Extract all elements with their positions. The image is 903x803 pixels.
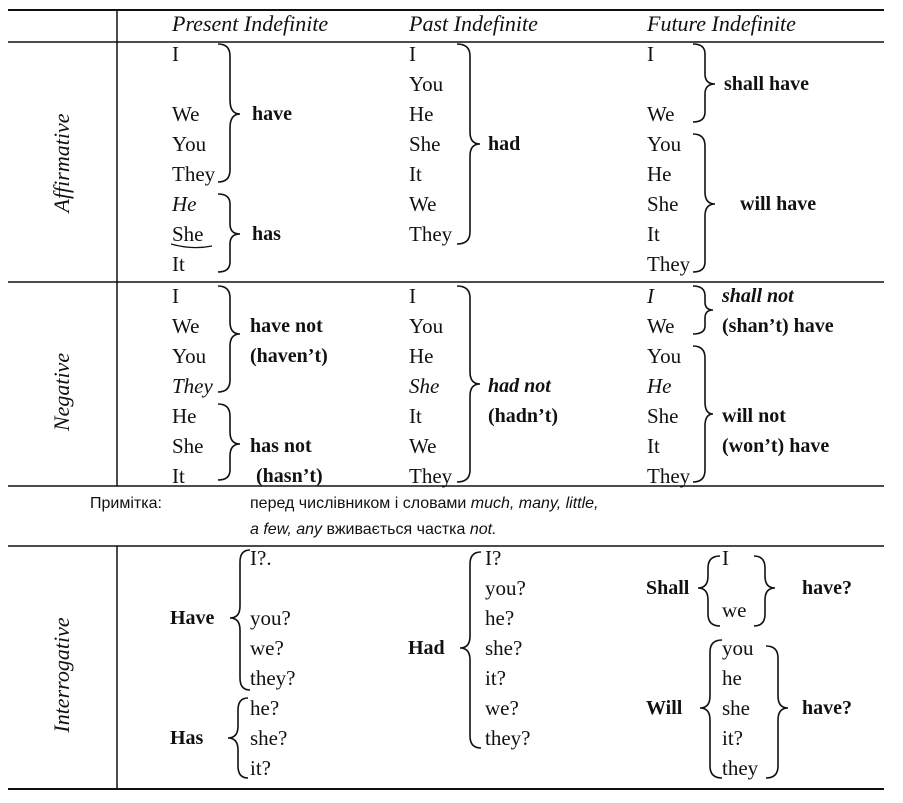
aff-future-he: He: [647, 162, 672, 186]
int-future-shall: Shall: [646, 577, 690, 599]
aff-past-you: You: [409, 72, 444, 96]
aff-future-it: It: [647, 222, 660, 246]
int-future-i: I: [722, 546, 729, 570]
neg-past-we: We: [409, 434, 437, 458]
aff-present-it: It: [172, 252, 185, 276]
aff-present-he: He: [172, 192, 197, 216]
header-past-indefinite: Past Indefinite: [409, 11, 538, 36]
neg-present-we: We: [172, 314, 200, 338]
int-future-he: he: [722, 666, 742, 690]
neg-future-you: You: [647, 344, 682, 368]
int-past-i: I?: [485, 546, 502, 570]
int-future-will-have: have?: [802, 697, 852, 719]
int-present-it: it?: [250, 756, 271, 780]
int-present-have: Have: [170, 607, 215, 629]
neg-past-they: They: [409, 464, 453, 488]
note-line-1: [250, 496, 599, 512]
aff-future-we: We: [647, 102, 675, 126]
aff-present-you: You: [172, 132, 207, 156]
aff-past-they: They: [409, 222, 453, 246]
int-past-they: they?: [485, 726, 531, 750]
int-present-has: Has: [170, 727, 204, 749]
neg-present-she: She: [172, 434, 204, 458]
int-present-i: I?.: [250, 546, 272, 570]
neg-future-wont-have: (won’t) have: [722, 435, 830, 457]
int-present-he: he?: [250, 696, 280, 720]
neg-future-will-not: will not: [722, 405, 786, 427]
int-past-she: she?: [485, 636, 523, 660]
neg-present-have-not: have not: [250, 315, 323, 337]
aff-future-will-have: will have: [740, 193, 817, 215]
neg-past-you: You: [409, 314, 444, 338]
neg-past-he: He: [409, 344, 434, 368]
neg-future-i: I: [647, 284, 654, 308]
neg-past-i: I: [409, 284, 416, 308]
aff-past-he: He: [409, 102, 434, 126]
int-future-she: she: [722, 696, 750, 720]
neg-present-he: He: [172, 404, 197, 428]
int-future-it: it?: [722, 726, 743, 750]
neg-future-she: She: [647, 404, 679, 428]
neg-present-has-not: has not: [250, 435, 312, 457]
int-future-we: we: [722, 598, 747, 622]
note-line-2: [250, 522, 497, 538]
note-line-1-words: much, many, little,: [470, 495, 599, 512]
aff-past-it: It: [409, 162, 422, 186]
neg-present-hasnt: (hasn’t): [256, 465, 323, 487]
header-future-indefinite: Future Indefinite: [647, 11, 796, 36]
int-present-they: they?: [250, 666, 296, 690]
aff-present-i: I: [172, 42, 179, 66]
neg-past-she: She: [409, 374, 440, 398]
int-past-had: Had: [408, 637, 445, 659]
aff-past-she: She: [409, 132, 441, 156]
int-future-they: they: [722, 756, 759, 780]
aff-present-has: has: [252, 223, 281, 245]
int-past-we: we?: [485, 696, 519, 720]
neg-present-i: I: [172, 284, 179, 308]
header-present-indefinite: Present Indefinite: [172, 11, 329, 36]
note-label: Примітка:: [90, 495, 162, 512]
int-past-he: he?: [485, 606, 515, 630]
neg-present-you: You: [172, 344, 207, 368]
aff-past-we: We: [409, 192, 437, 216]
label-interrogative: Interrogative: [49, 617, 74, 733]
neg-future-shant-have: (shan’t) have: [722, 315, 834, 337]
aff-past-had: had: [488, 133, 521, 155]
aff-future-she: She: [647, 192, 679, 216]
neg-future-shall-not: shall not: [722, 285, 794, 307]
neg-past-hadnt: (hadn’t): [488, 405, 559, 427]
int-past-it: it?: [485, 666, 506, 690]
aff-future-i: I: [647, 42, 654, 66]
aff-future-shall-have: shall have: [724, 73, 810, 95]
aff-present-we: We: [172, 102, 200, 126]
label-affirmative: Affirmative: [49, 113, 74, 213]
aff-past-i: I: [409, 42, 416, 66]
int-future-you: you: [722, 636, 754, 660]
aff-present-she: She: [172, 222, 204, 246]
aff-future-you: You: [647, 132, 682, 156]
neg-future-they: They: [647, 464, 691, 488]
neg-future-he: He: [647, 374, 672, 398]
note-line-2-text: вживається частка: [322, 521, 470, 538]
note-line-1-text: перед числівником і словами: [250, 495, 471, 512]
int-future-will: Will: [646, 697, 683, 719]
aff-present-have: have: [252, 103, 292, 125]
neg-present-it: It: [172, 464, 185, 488]
int-present-she: she?: [250, 726, 288, 750]
neg-future-we: We: [647, 314, 675, 338]
note-line-2-words: a few, any: [250, 521, 323, 538]
int-past-you: you?: [485, 576, 526, 600]
aff-future-they: They: [647, 252, 691, 276]
neg-past-had-not: had not: [488, 375, 551, 397]
label-negative: Negative: [49, 352, 74, 432]
neg-present-they: They: [172, 374, 213, 398]
aff-present-they: They: [172, 162, 216, 186]
int-present-you: you?: [250, 606, 291, 630]
int-present-we: we?: [250, 636, 284, 660]
note-line-2-not: not.: [469, 521, 497, 538]
neg-present-havent: (haven’t): [250, 345, 328, 367]
neg-future-it: It: [647, 434, 660, 458]
neg-past-it: It: [409, 404, 422, 428]
int-future-shall-have: have?: [802, 577, 852, 599]
